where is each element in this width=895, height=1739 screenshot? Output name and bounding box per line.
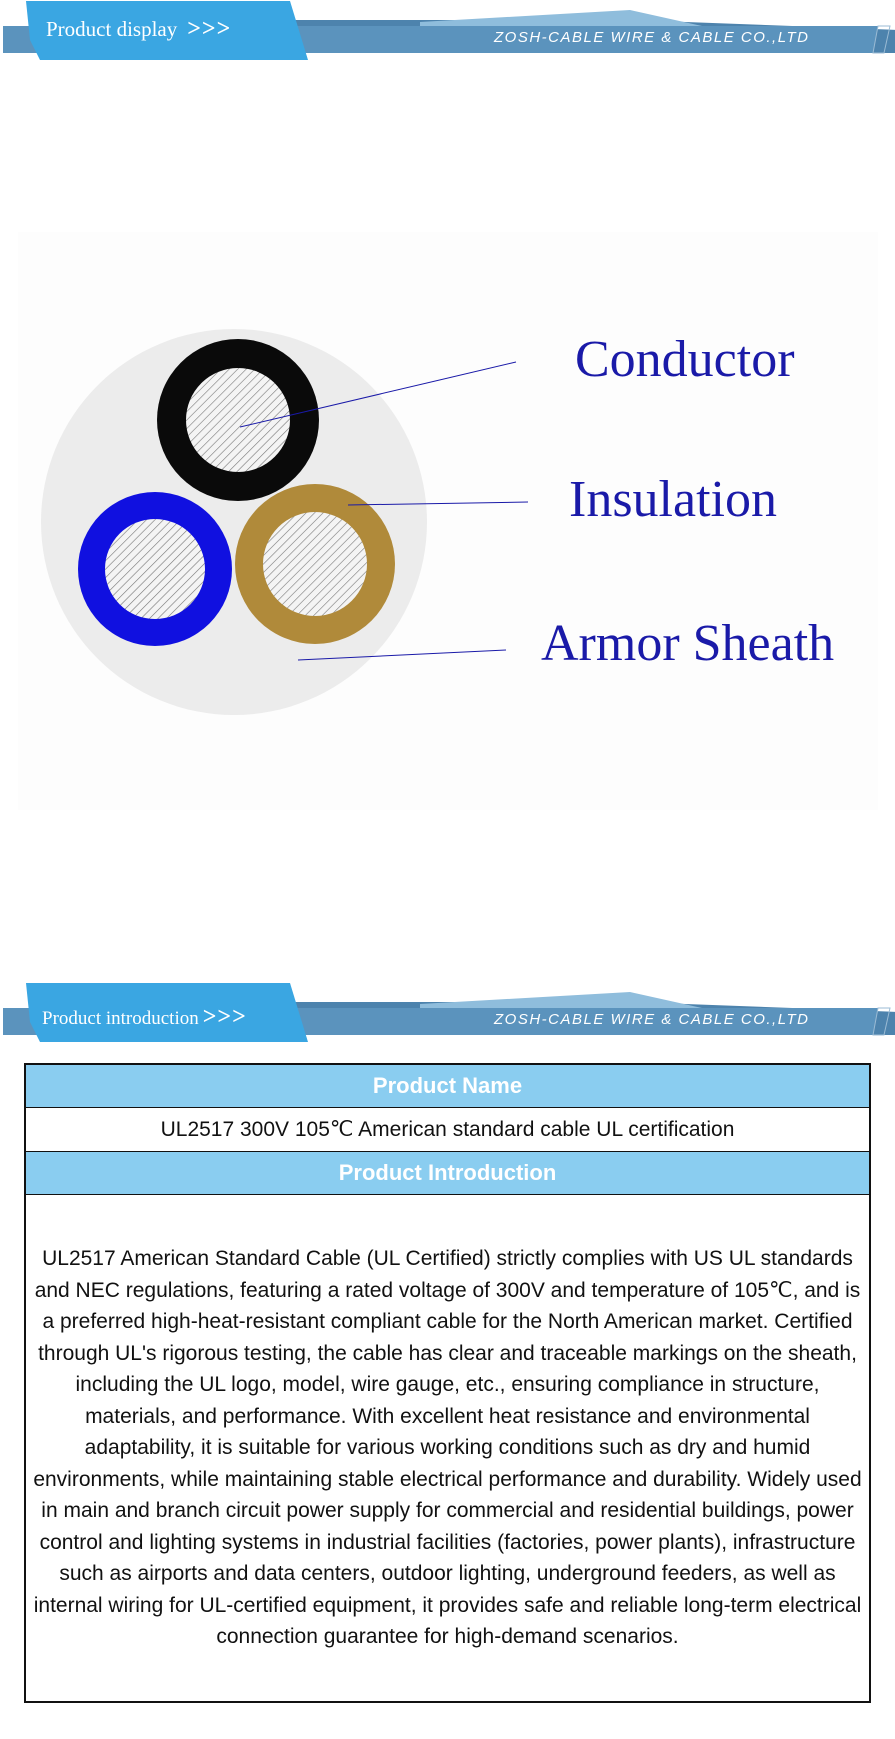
banner-arrows: >>>	[202, 1004, 247, 1030]
core-blue	[78, 492, 232, 646]
core-gold	[235, 484, 395, 644]
banner-title-text: Product introduction	[42, 1008, 199, 1029]
insulation-label: Insulation	[569, 471, 777, 528]
conductor-label: Conductor	[575, 331, 795, 388]
banner-arrows: >>>	[187, 16, 232, 42]
banner-title	[46, 16, 231, 43]
section-banner-product-display	[0, 0, 895, 62]
product-name-value: UL2517 300V 105℃ American standard cable UL certification	[25, 1108, 870, 1152]
banner-title-text: Product display	[46, 17, 178, 41]
company-name: ZOSH-CABLE WIRE & CABLE CO.,LTD	[494, 1011, 810, 1028]
section-banner-product-introduction	[0, 982, 895, 1044]
armor-sheath-label: Armor Sheath	[541, 615, 835, 672]
product-info-table	[24, 1063, 871, 1703]
product-introduction-header: Product Introduction	[25, 1152, 870, 1195]
product-name-header: Product Name	[25, 1064, 870, 1108]
company-name: ZOSH-CABLE WIRE & CABLE CO.,LTD	[494, 29, 810, 46]
banner-title	[42, 1004, 247, 1031]
product-introduction-text: UL2517 American Standard Cable (UL Certified) strictly complies with US UL standards and NEC regulations, featuring a rated voltage of 300V and temperature of 105℃, and is a preferred high-heat-resistant compliant cable for the North American market. Certified through UL's rigorous testing, the cable has clear and traceable markings on the sheath, including the UL logo, model, wire gauge, etc., ensuring compliance in structure, materials, and performance. With excellent heat resistance and environmental adaptability, it is suitable for various working conditions such as dry and humid environments, while maintaining stable electrical performance and durability. Widely used in main and branch circuit power supply for commercial and residential buildings, power control and lighting systems in industrial facilities (factories, power plants), infrastructure such as airports and data centers, outdoor lighting, underground feeders, as well as internal wiring for UL-certified equipment, it provides safe and reliable long-term electrical connection guarantee for high-demand scenarios.	[25, 1195, 870, 1703]
cable-cross-section-diagram	[18, 232, 878, 810]
core-black	[157, 339, 319, 501]
